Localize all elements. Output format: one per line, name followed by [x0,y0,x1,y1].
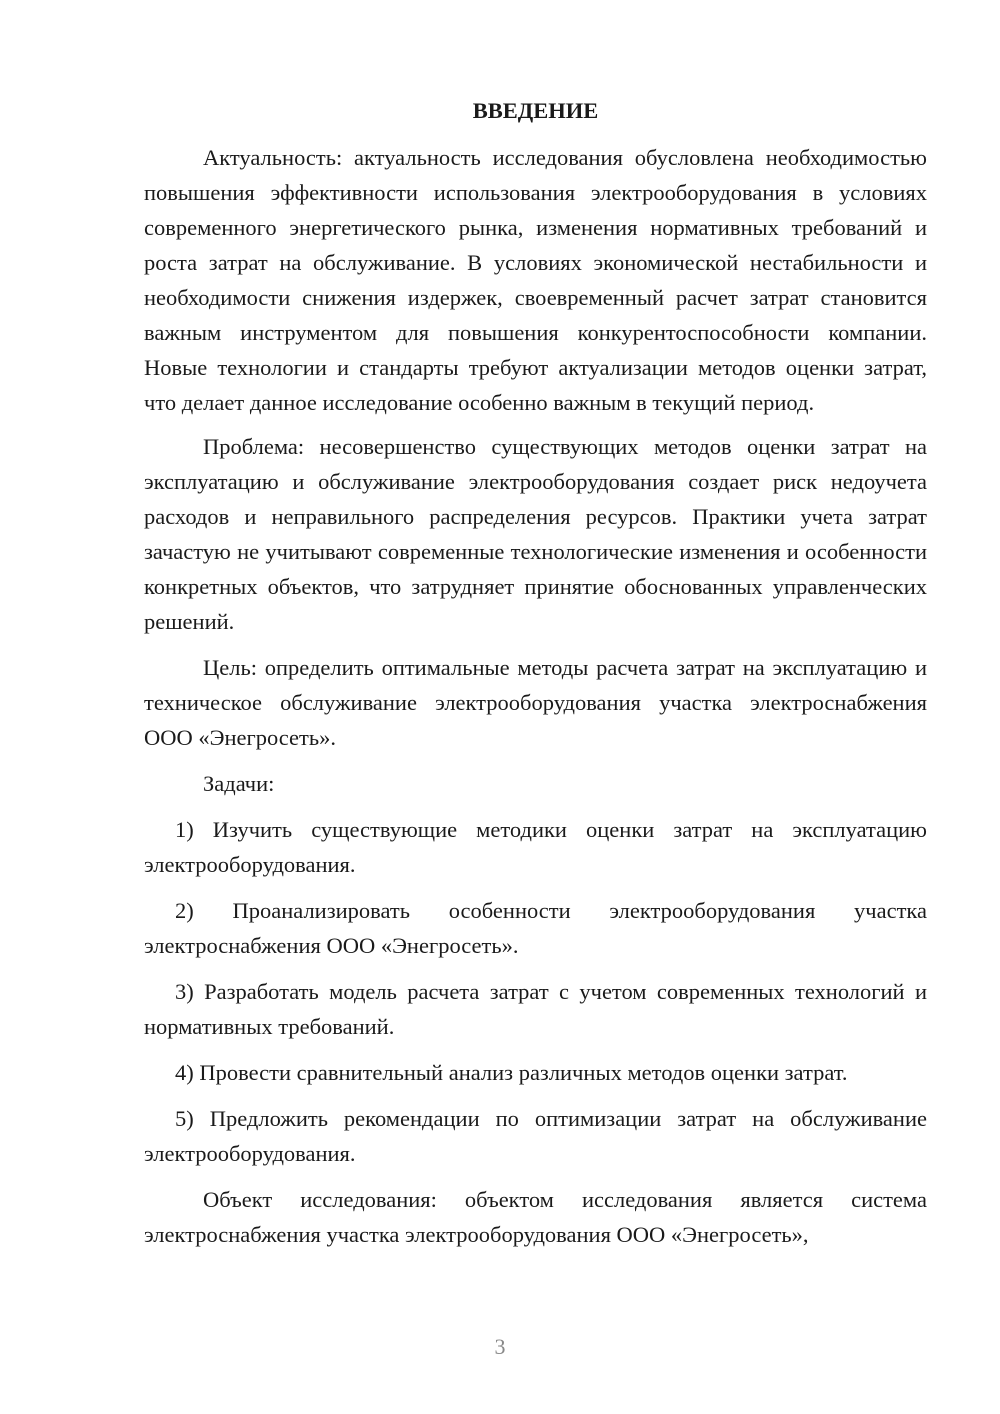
goal-paragraph: Цель: определить оптимальные методы расчета затрат на эксплуатацию и техническое обслуживание электрооборудования участка электроснабжения ООО «Энегросеть». [144,655,927,750]
task-item: 5) Предложить рекомендации по оптимизации затрат на обслуживание электрооборудования. [144,1106,927,1166]
tasks-label: Задачи: [203,771,275,796]
page-title: ВВЕДЕНИЕ [472,98,599,123]
task-item: 3) Разработать модель расчета затрат с учетом современных технологий и нормативных требований. [144,979,927,1039]
relevance-paragraph: Актуальность: актуальность исследования обусловлена необходимостью повышения эффективности использования электрооборудования в условиях современного энергетического рынка, изменения нормативных требований и роста затрат на обслуживание. В условиях экономической нестабильности и необходимости снижения издержек, своевременный расчет затрат становится важным инструментом для повышения конкурентоспособности компании. Новые технологии и стандарты требуют актуализации методов оценки затрат, что делает данное исследование особенно важным в текущий период. [144,145,927,415]
task-item: 2) Проанализировать особенности электрооборудования участка электроснабжения ООО «Энегросеть». [144,898,927,958]
task-item: 1) Изучить существующие методики оценки затрат на эксплуатацию электрооборудования. [144,817,927,877]
problem-paragraph: Проблема: несовершенство существующих методов оценки затрат на эксплуатацию и обслуживание электрооборудования создает риск недоучета расходов и неправильного распределения ресурсов. Практики учета затрат зачастую не учитывают современные технологические изменения и особенности конкретных объектов, что затрудняет принятие обоснованных управленческих решений. [144,434,927,634]
task-item: 4) Провести сравнительный анализ различных методов оценки затрат. [175,1060,848,1085]
page-number: 3 [494,1334,506,1359]
document-body [144,93,927,1252]
object-paragraph: Объект исследования: объектом исследования является система электроснабжения участка электрооборудования ООО «Энегросеть», [144,1187,927,1247]
